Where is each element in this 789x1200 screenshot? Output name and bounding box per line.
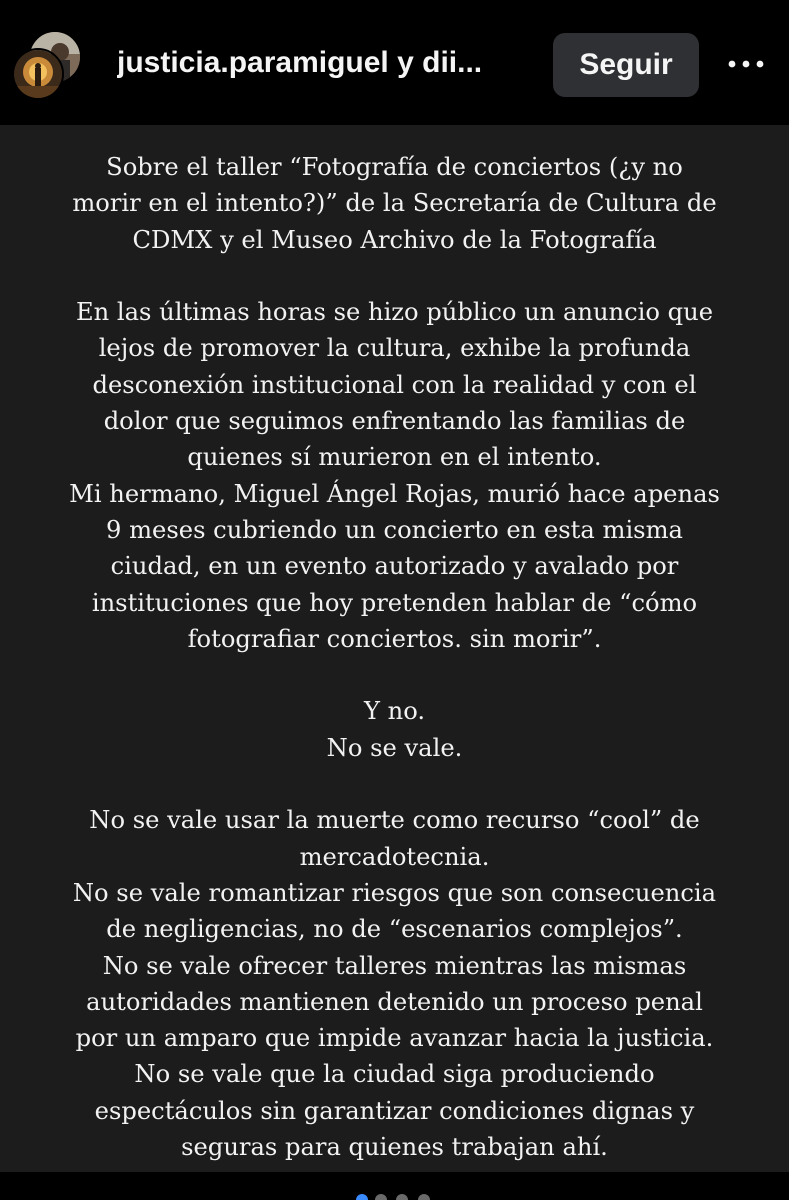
post-paragraph-2: Y no. No se vale.	[326, 697, 463, 762]
carousel-dot-1	[356, 1194, 368, 1200]
post-paragraph-3: No se vale usar la muerte como recurso “cool” de mercadotecnia. No se vale romantizar riesgos que son consecuencia de negligencias, no de “escenarios complejos”. No se vale ofrecer talleres mientras las mismas autoridades mantienen detenido un proceso penal por un amparo que impide avanzar hacia la justicia. No se vale que la ciudad siga produciendo espectáculos sin garantizar condiciones dignas y seguras para quienes trabajan ahí.	[72, 806, 717, 1162]
carousel-dot-4	[418, 1194, 430, 1200]
carousel-dot-2	[375, 1194, 387, 1200]
post-paragraph-1: En las últimas horas se hizo público un anuncio que lejos de promover la cultura, exhibe la profunda desconexión institucional con la realidad y con el dolor que seguimos enfrentando las familias de quienes sí murieron en el intento. Mi hermano, Miguel Ángel Rojas, murió hace apenas 9 meses cubriendo un concierto en esta misma ciudad, en un evento autorizado y avalado por instituciones que hoy pretenden hablar de “cómo fotografiar conciertos. sin morir”.	[69, 298, 720, 653]
post-image-text-card[interactable]	[0, 125, 789, 1172]
more-options-button[interactable]	[720, 44, 772, 84]
follow-button[interactable]: Seguir	[553, 33, 699, 97]
carousel-dot-3	[396, 1194, 408, 1200]
post-header	[0, 0, 789, 125]
post-title-paragraph: Sobre el taller “Fotografía de conciertos (¿y no morir en el intento?)” de la Secretaría de Cultura de CDMX y el Museo Archivo de la Fotografía	[72, 153, 717, 254]
more-horizontal-icon	[728, 60, 764, 68]
paragraph-gap	[30, 258, 759, 294]
avatar-primary[interactable]	[12, 48, 64, 100]
paragraph-gap	[30, 657, 759, 693]
username[interactable]: justicia.paramiguel y dii...	[117, 46, 483, 79]
carousel-indicator	[0, 1172, 789, 1200]
post-body	[30, 149, 759, 1165]
collab-avatars[interactable]	[10, 32, 82, 98]
paragraph-gap	[30, 766, 759, 802]
